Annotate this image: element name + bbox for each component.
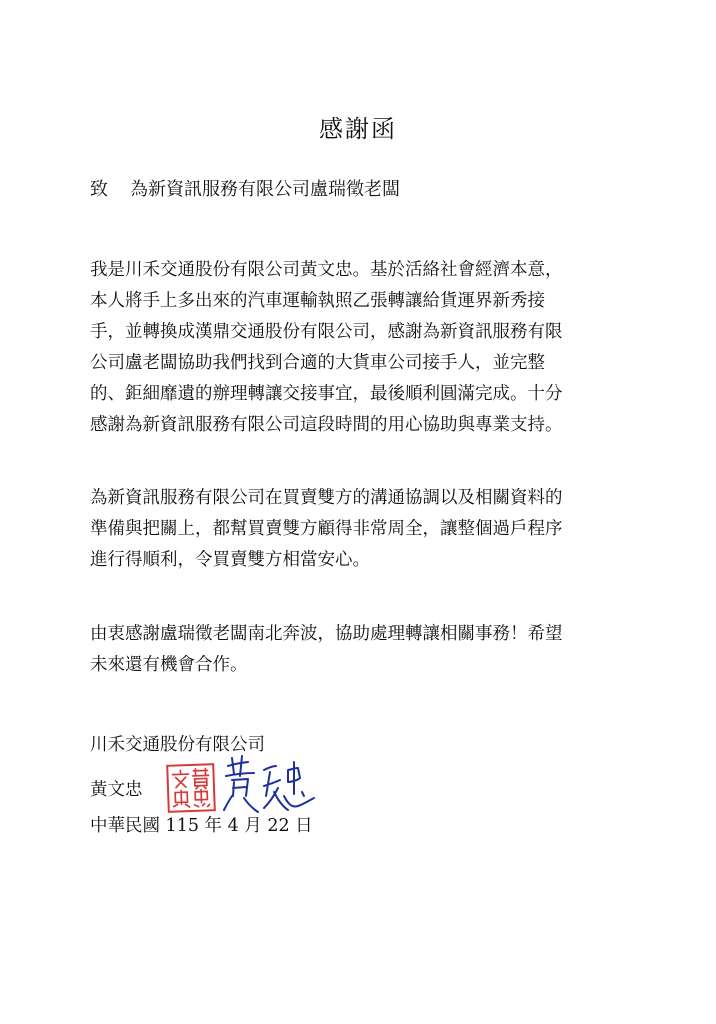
- personal-seal-stamp: [166, 763, 216, 813]
- paragraph-line: 未來還有機會合作。: [90, 655, 248, 675]
- paragraph-line: 公司盧老闆協助我們找到合適的大貨車公司接手人，並完整: [90, 353, 545, 373]
- body-paragraph-2: [90, 483, 650, 576]
- seal-glyphs: [168, 765, 214, 811]
- recipient-to-word: 致: [90, 179, 108, 200]
- letter-date: 中華民國 115 年 4 月 22 日: [90, 816, 313, 836]
- paragraph-line: 的、鉅細靡遺的辦理轉讓交接事宜，最後順利圓滿完成。十分: [90, 384, 563, 404]
- paragraph-line: 本人將手上多出來的汽車運輸執照乙張轉讓給貨運界新秀接: [90, 291, 545, 311]
- letter-title: 感謝函: [319, 115, 397, 143]
- paragraph-line: 手，並轉換成漢鼎交通股份有限公司，感謝為新資訊服務有限: [90, 322, 563, 342]
- closing-company: 川禾交通股份有限公司: [90, 735, 265, 755]
- paragraph-line: 準備與把關上，都幫買賣雙方顧得非常周全，讓整個過戶程序: [90, 519, 563, 539]
- body-paragraph-1: [90, 255, 650, 441]
- signer-name: 黃文忠: [90, 780, 143, 800]
- paragraph-line: 我是川禾交通股份有限公司黃文忠。基於活絡社會經濟本意，: [90, 260, 563, 280]
- recipient-name: 為新資訊服務有限公司盧瑞徵老闆: [130, 179, 400, 200]
- paragraph-line: 為新資訊服務有限公司在買賣雙方的溝通協調以及相關資料的: [90, 488, 563, 508]
- paragraph-line: 感謝為新資訊服務有限公司這段時間的用心協助與專業支持。: [90, 415, 563, 435]
- handwritten-signature: [218, 752, 318, 822]
- recipient-line: [90, 178, 400, 202]
- paragraph-line: 由衷感謝盧瑞徵老闆南北奔波，協助處理轉讓相關事務！希望: [90, 624, 563, 644]
- paragraph-line: 進行得順利，令買賣雙方相當安心。: [90, 550, 370, 570]
- body-paragraph-3: [90, 619, 650, 681]
